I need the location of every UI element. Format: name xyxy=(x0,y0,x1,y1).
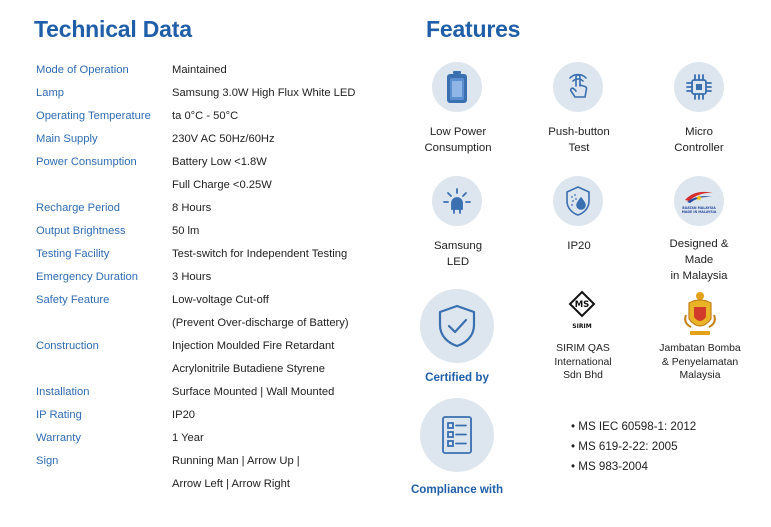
sirim-logo xyxy=(568,290,596,332)
spec-value-brightness: 50 lm xyxy=(172,225,200,237)
spec-value-duration: 3 Hours xyxy=(172,271,212,283)
spec-label-construction: Construction xyxy=(36,340,99,352)
spec-label-testing: Testing Facility xyxy=(36,248,110,260)
certified-by-label: Certified by xyxy=(425,371,489,384)
spec-label-supply: Main Supply xyxy=(36,133,98,145)
spec-label-recharge: Recharge Period xyxy=(36,202,120,214)
compliance-with-label: Compliance with xyxy=(410,483,504,496)
spec-label-installation: Installation xyxy=(36,386,90,398)
features-heading: Features xyxy=(426,16,521,42)
spec-label-duration: Emergency Duration xyxy=(36,271,138,283)
spec-value-power: Battery Low <1.8W xyxy=(172,156,267,168)
battery-icon xyxy=(432,62,482,112)
spec-value-sign: Running Man | Arrow Up | xyxy=(172,455,300,467)
spec-label-ip: IP Rating xyxy=(36,409,82,421)
spec-value-supply: 230V AC 50Hz/60Hz xyxy=(172,133,275,145)
svg-text:BUATAN MALAYSIA: BUATAN MALAYSIA xyxy=(682,206,716,210)
spec-value-lamp: Samsung 3.0W High Flux White LED xyxy=(172,87,356,99)
made-in-malaysia-badge-icon xyxy=(674,176,724,226)
spec-label-sign: Sign xyxy=(36,455,59,467)
feature-ip20: IP20 xyxy=(567,240,591,252)
shield-check-icon xyxy=(420,289,494,363)
spec-label-temp: Operating Temperature xyxy=(36,110,151,122)
spec-label-lamp: Lamp xyxy=(36,87,64,99)
bomba-crest-icon xyxy=(680,289,720,339)
checklist-icon xyxy=(420,398,494,472)
spec-value-construction-2: Acrylonitrile Butadiene Styrene xyxy=(172,363,325,375)
spec-value-temp: ta 0°C - 50°C xyxy=(172,110,239,122)
spec-value-safety: Low-voltage Cut-off xyxy=(172,294,269,306)
feature-low-power: Low Power Consumption xyxy=(424,126,492,154)
led-icon xyxy=(432,176,482,226)
feature-made-in-malaysia: Designed & Made in Malaysia xyxy=(669,238,729,282)
svg-text:SIRIM: SIRIM xyxy=(572,323,592,330)
spec-label-power: Power Consumption xyxy=(36,156,137,168)
standard-item: • MS 983-2004 xyxy=(571,460,648,473)
standard-item: • MS IEC 60598-1: 2012 xyxy=(571,420,697,433)
spec-value-testing: Test-switch for Independent Testing xyxy=(172,248,348,260)
microchip-icon xyxy=(674,62,724,112)
svg-text:MS: MS xyxy=(574,300,590,310)
spec-value-recharge: 8 Hours xyxy=(172,202,212,214)
push-button-icon xyxy=(553,62,603,112)
spec-label-safety: Safety Feature xyxy=(36,294,110,306)
spec-value-mode: Maintained xyxy=(172,64,227,76)
spec-value-installation: Surface Mounted | Wall Mounted xyxy=(172,386,335,398)
spec-value-ip: IP20 xyxy=(172,409,196,421)
feature-micro-controller: Micro Controller xyxy=(674,126,724,154)
spec-value-safety-2: (Prevent Over-discharge of Battery) xyxy=(172,317,349,329)
spec-label-warranty: Warranty xyxy=(36,432,81,444)
ip20-protection-icon xyxy=(553,176,603,226)
spec-value-construction: Injection Moulded Fire Retardant xyxy=(172,340,335,352)
feature-push-button: Push-button Test xyxy=(548,126,610,154)
bomba-caption: Jambatan Bomba & Penyelamatan Malaysia xyxy=(659,343,741,381)
spec-value-power-2: Full Charge <0.25W xyxy=(172,179,272,191)
svg-text:MADE IN MALAYSIA: MADE IN MALAYSIA xyxy=(681,210,717,214)
spec-label-mode: Mode of Operation xyxy=(36,64,129,76)
feature-samsung-led: Samsung LED xyxy=(433,240,483,268)
technical-data-heading: Technical Data xyxy=(34,16,192,42)
standard-item: • MS 619-2-22: 2005 xyxy=(571,440,678,453)
spec-value-sign-2: Arrow Left | Arrow Right xyxy=(172,478,290,490)
spec-value-warranty: 1 Year xyxy=(172,432,204,444)
sirim-caption: SIRIM QAS International Sdn Bhd xyxy=(554,343,612,381)
spec-label-brightness: Output Brightness xyxy=(36,225,126,237)
